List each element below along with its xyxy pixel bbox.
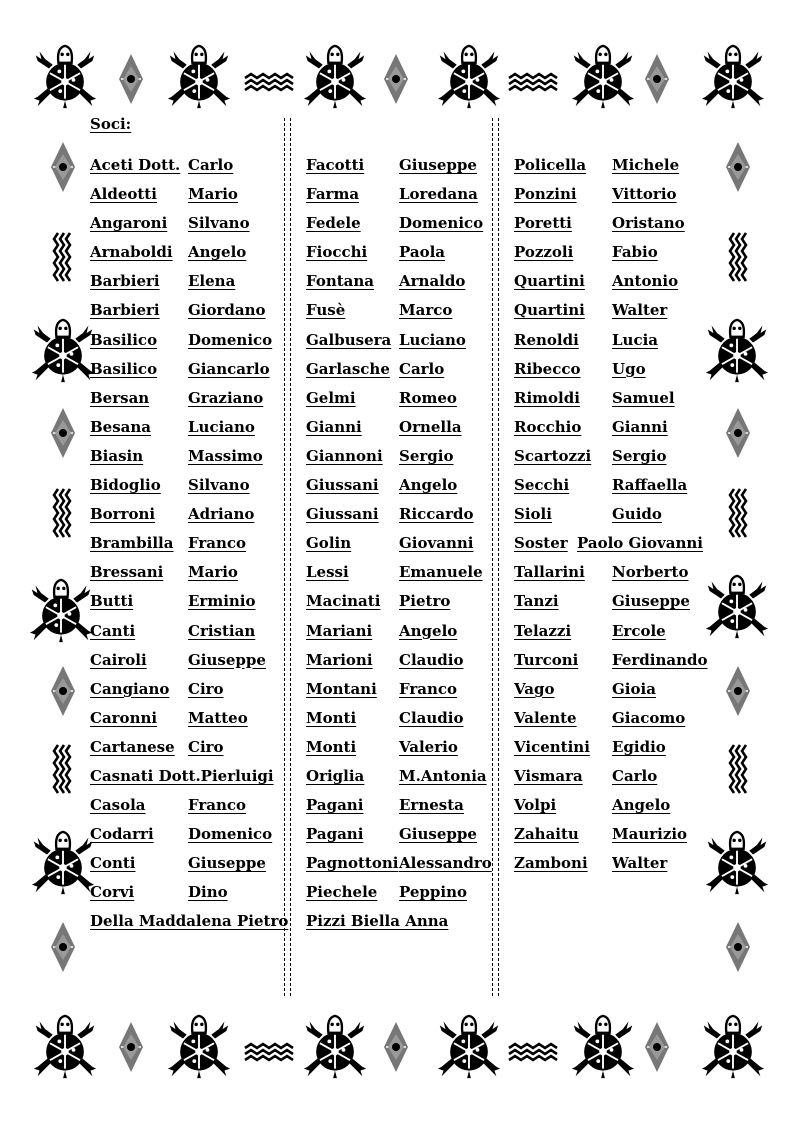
member-row bbox=[306, 267, 490, 296]
page-title: Soci: bbox=[90, 115, 132, 133]
member-surname: Giussani bbox=[306, 505, 379, 524]
diamond-eye-icon bbox=[726, 666, 750, 716]
member-first-name: Dino bbox=[188, 883, 228, 902]
member-surname: Giussani bbox=[306, 476, 379, 495]
turtle-icon bbox=[700, 44, 766, 110]
member-surname: Borroni bbox=[90, 505, 156, 524]
member-first-name: Franco bbox=[188, 534, 247, 553]
member-surname: Quartini bbox=[514, 301, 585, 320]
turtle-icon bbox=[700, 1014, 766, 1080]
turtle-icon bbox=[704, 574, 770, 640]
member-surname: Turconi bbox=[514, 650, 579, 669]
member-row bbox=[306, 558, 490, 587]
turtle-icon bbox=[28, 578, 94, 644]
member-first-name: Romeo bbox=[399, 388, 457, 407]
member-surname: Casola bbox=[90, 796, 146, 815]
member-row bbox=[90, 646, 282, 675]
member-row bbox=[514, 355, 704, 384]
member-row bbox=[306, 675, 490, 704]
member-first-name: Ciro bbox=[188, 679, 224, 698]
member-row bbox=[306, 587, 490, 616]
member-surname: Butti bbox=[90, 592, 134, 611]
member-row bbox=[306, 296, 490, 325]
column-divider bbox=[284, 118, 291, 996]
member-first-name: Egidio bbox=[612, 737, 666, 756]
member-first-name: Sergio bbox=[612, 446, 667, 465]
member-surname: Fedele bbox=[306, 214, 361, 233]
member-first-name: Giuseppe bbox=[188, 854, 266, 873]
member-row bbox=[90, 471, 282, 500]
member-row bbox=[514, 296, 704, 325]
member-first-name: Peppino bbox=[399, 883, 468, 902]
member-surname: Cartanese bbox=[90, 737, 175, 756]
member-surname: Farma bbox=[306, 185, 360, 204]
member-surname: Renoldi bbox=[514, 330, 579, 349]
member-first-name: Angelo bbox=[188, 243, 247, 262]
member-first-name: Loredana bbox=[399, 185, 478, 204]
member-surname: Lessi bbox=[306, 563, 349, 582]
diamond-eye-icon bbox=[51, 666, 75, 716]
member-row bbox=[90, 704, 282, 733]
member-surname: Basilico bbox=[90, 330, 158, 349]
member-first-name: Ciro bbox=[188, 737, 224, 756]
turtle-icon bbox=[570, 1014, 636, 1080]
member-first-name: Giovanni bbox=[399, 534, 474, 553]
member-first-name: Claudio bbox=[399, 650, 464, 669]
member-first-name: Angelo bbox=[399, 476, 458, 495]
member-first-name: Marco bbox=[399, 301, 453, 320]
member-row bbox=[514, 326, 704, 355]
member-row bbox=[306, 413, 490, 442]
member-row bbox=[306, 471, 490, 500]
member-surname: Arnaboldi bbox=[90, 243, 173, 262]
member-first-name: Cristian bbox=[188, 621, 256, 640]
member-first-name: Angelo bbox=[399, 621, 458, 640]
member-row bbox=[90, 413, 282, 442]
member-surname: Barbieri bbox=[90, 272, 160, 291]
member-first-name: Silvano bbox=[188, 214, 250, 233]
member-first-name: Paola bbox=[399, 243, 446, 262]
zigzag-wave-icon bbox=[508, 72, 560, 92]
member-surname: Cairoli bbox=[90, 650, 147, 669]
member-row bbox=[90, 384, 282, 413]
member-surname: Monti bbox=[306, 737, 357, 756]
members-column-2 bbox=[306, 151, 490, 937]
member-first-name: Valerio bbox=[399, 737, 458, 756]
member-row bbox=[306, 762, 490, 791]
turtle-icon bbox=[704, 318, 770, 384]
turtle-icon bbox=[32, 44, 98, 110]
member-first-name: Oristano bbox=[612, 214, 685, 233]
member-surname: Biasin bbox=[90, 446, 144, 465]
member-row bbox=[514, 151, 704, 180]
member-first-name: Giancarlo bbox=[188, 359, 270, 378]
member-surname: Sioli bbox=[514, 505, 552, 524]
member-first-name: Matteo bbox=[188, 708, 248, 727]
member-surname: Pozzoli bbox=[514, 243, 574, 262]
member-surname: Policella bbox=[514, 156, 587, 174]
turtle-icon bbox=[30, 830, 96, 896]
member-surname: Golin bbox=[306, 534, 352, 553]
turtle-icon bbox=[436, 44, 502, 110]
member-surname: Facotti bbox=[306, 156, 365, 174]
member-first-name: Giuseppe bbox=[399, 825, 477, 844]
member-row bbox=[90, 820, 282, 849]
member-row bbox=[306, 529, 490, 558]
member-first-name: Domenico bbox=[188, 330, 273, 349]
member-first-name: Giuseppe bbox=[612, 592, 690, 611]
zigzag-wave-icon bbox=[728, 744, 748, 796]
diamond-eye-icon bbox=[726, 142, 750, 192]
member-first-name: Walter bbox=[612, 301, 668, 320]
member-surname: Origlia bbox=[306, 766, 365, 785]
member-surname: Mariani bbox=[306, 621, 373, 640]
member-row bbox=[90, 326, 282, 355]
member-surname: Scartozzi bbox=[514, 446, 592, 465]
member-first-name: Ugo bbox=[612, 359, 646, 378]
member-surname: Volpi bbox=[514, 796, 557, 815]
member-first-name: Sergio bbox=[399, 446, 454, 465]
member-surname: Poretti bbox=[514, 214, 572, 233]
member-surname: Bressani bbox=[90, 563, 164, 582]
member-row bbox=[306, 326, 490, 355]
member-first-name: Ornella bbox=[399, 417, 462, 436]
member-surname: Monti bbox=[306, 708, 357, 727]
member-surname: Quartini bbox=[514, 272, 585, 291]
diamond-eye-icon bbox=[384, 1022, 408, 1072]
member-row bbox=[306, 209, 490, 238]
member-first-name: Mario bbox=[188, 185, 238, 204]
turtle-icon bbox=[570, 44, 636, 110]
member-first-name: Graziano bbox=[188, 388, 264, 407]
member-surname: Fusè bbox=[306, 301, 346, 320]
member-surname: Codarri bbox=[90, 825, 154, 844]
member-row bbox=[514, 384, 704, 413]
member-surname: Galbusera bbox=[306, 330, 392, 349]
member-row bbox=[514, 791, 704, 820]
member-surname: Giannoni bbox=[306, 446, 383, 465]
member-row bbox=[306, 907, 490, 936]
member-first-name: Carlo bbox=[399, 359, 445, 378]
member-row bbox=[514, 820, 704, 849]
member-first-name: Alessandro bbox=[399, 854, 492, 873]
zigzag-wave-icon bbox=[244, 72, 296, 92]
member-surname: Rocchio bbox=[514, 417, 582, 436]
member-surname: Piechele bbox=[306, 883, 378, 902]
member-surname: Besana bbox=[90, 417, 152, 436]
member-surname: Zahaitu bbox=[514, 825, 579, 844]
member-row bbox=[306, 791, 490, 820]
member-first-name: Luciano bbox=[188, 417, 255, 436]
member-first-name: Riccardo bbox=[399, 505, 474, 524]
member-row bbox=[90, 878, 282, 907]
member-row bbox=[90, 762, 282, 791]
diamond-eye-icon bbox=[119, 1022, 143, 1072]
member-surname: Fontana bbox=[306, 272, 375, 291]
member-row bbox=[306, 849, 490, 878]
member-first-name: Adriano bbox=[188, 505, 255, 524]
member-row bbox=[514, 704, 704, 733]
member-surname: Bersan bbox=[90, 388, 150, 407]
diamond-eye-icon bbox=[384, 54, 408, 104]
member-first-name: Giacomo bbox=[612, 708, 686, 727]
member-row bbox=[306, 180, 490, 209]
member-surname: Ribecco bbox=[514, 359, 581, 378]
member-row bbox=[514, 617, 704, 646]
member-row bbox=[514, 587, 704, 616]
member-surname: Valente bbox=[514, 708, 577, 727]
member-first-name: Franco bbox=[188, 796, 247, 815]
member-row bbox=[306, 733, 490, 762]
member-row bbox=[514, 646, 708, 675]
member-row bbox=[306, 355, 490, 384]
member-surname: Corvi bbox=[90, 883, 135, 902]
column-divider bbox=[492, 118, 499, 996]
member-first-name: Ercole bbox=[612, 621, 666, 640]
member-row bbox=[306, 151, 490, 180]
member-first-name: Mario bbox=[188, 563, 238, 582]
member-first-name: Walter bbox=[612, 854, 668, 873]
diamond-eye-icon bbox=[726, 408, 750, 458]
zigzag-wave-icon bbox=[52, 488, 72, 540]
diamond-eye-icon bbox=[645, 54, 669, 104]
member-first-name: Franco bbox=[399, 679, 458, 698]
member-surname: Basilico bbox=[90, 359, 158, 378]
member-surname: Macinati bbox=[306, 592, 381, 611]
member-first-name: Luciano bbox=[399, 330, 466, 349]
member-row bbox=[90, 500, 282, 529]
member-first-name: Antonio bbox=[612, 272, 679, 291]
member-first-name: Ferdinando bbox=[612, 650, 708, 669]
member-row bbox=[514, 238, 704, 267]
member-first-name: Erminio bbox=[188, 592, 256, 611]
members-column-1 bbox=[90, 151, 289, 937]
member-surname: Fiocchi bbox=[306, 243, 368, 262]
member-row bbox=[90, 791, 282, 820]
member-surname: Garlasche bbox=[306, 359, 390, 378]
diamond-eye-icon bbox=[645, 1022, 669, 1072]
member-row bbox=[90, 180, 282, 209]
member-surname: Marioni bbox=[306, 650, 373, 669]
member-row bbox=[90, 209, 282, 238]
member-row bbox=[514, 413, 704, 442]
turtle-icon bbox=[166, 44, 232, 110]
member-row bbox=[514, 675, 704, 704]
member-surname: Pagani bbox=[306, 825, 364, 844]
zigzag-wave-icon bbox=[728, 232, 748, 284]
zigzag-wave-icon bbox=[52, 744, 72, 796]
member-first-name: Angelo bbox=[612, 796, 671, 815]
member-row bbox=[306, 500, 490, 529]
member-surname: Della Maddalena Pietro bbox=[90, 912, 289, 931]
zigzag-wave-icon bbox=[244, 1042, 296, 1062]
member-first-name: Raffaella bbox=[612, 476, 688, 495]
diamond-eye-icon bbox=[51, 142, 75, 192]
member-first-name: Pietro bbox=[399, 592, 451, 611]
member-row bbox=[90, 558, 282, 587]
member-surname: Tallarini bbox=[514, 563, 585, 582]
member-row bbox=[90, 529, 282, 558]
member-row bbox=[90, 442, 282, 471]
member-first-name: Norberto bbox=[612, 563, 689, 582]
turtle-icon bbox=[32, 1014, 98, 1080]
member-surname: Angaroni bbox=[90, 214, 168, 233]
member-first-name: Fabio bbox=[612, 243, 658, 262]
member-row bbox=[90, 907, 289, 936]
member-row bbox=[90, 733, 282, 762]
member-surname: Vago bbox=[514, 679, 555, 698]
member-row bbox=[306, 878, 490, 907]
member-first-name: Maurizio bbox=[612, 825, 688, 844]
zigzag-wave-icon bbox=[508, 1042, 560, 1062]
member-row bbox=[514, 849, 704, 878]
member-first-name: Samuel bbox=[612, 388, 675, 407]
member-row bbox=[306, 384, 490, 413]
diamond-eye-icon bbox=[51, 408, 75, 458]
member-row bbox=[90, 675, 282, 704]
member-first-name: Giuseppe bbox=[399, 156, 477, 174]
member-surname: Conti bbox=[90, 854, 136, 873]
turtle-icon bbox=[302, 1014, 368, 1080]
member-row bbox=[514, 762, 704, 791]
member-first-name: Ernesta bbox=[399, 796, 464, 815]
member-surname: Brambilla bbox=[90, 534, 174, 553]
member-row bbox=[306, 442, 490, 471]
member-first-name: Domenico bbox=[399, 214, 484, 233]
members-column-3 bbox=[514, 151, 708, 878]
member-first-name: Carlo bbox=[188, 156, 234, 174]
member-first-name: Silvano bbox=[188, 476, 250, 495]
zigzag-wave-icon bbox=[52, 232, 72, 284]
member-first-name: Gianni bbox=[612, 417, 668, 436]
member-surname: Soster bbox=[514, 534, 568, 553]
member-first-name: Gioia bbox=[612, 679, 656, 698]
diamond-eye-icon bbox=[119, 54, 143, 104]
member-first-name: Giordano bbox=[188, 301, 266, 320]
member-surname: Telazzi bbox=[514, 621, 572, 640]
member-first-name: Guido bbox=[612, 505, 662, 524]
member-row bbox=[514, 500, 704, 529]
member-row bbox=[514, 209, 704, 238]
member-row bbox=[514, 558, 704, 587]
member-row bbox=[514, 267, 704, 296]
member-first-name: Vittorio bbox=[612, 185, 677, 204]
member-surname: Caronni bbox=[90, 708, 158, 727]
member-row bbox=[514, 180, 704, 209]
member-surname: Gelmi bbox=[306, 388, 356, 407]
member-surname: Barbieri bbox=[90, 301, 160, 320]
member-row bbox=[90, 296, 282, 325]
member-surname: Vicentini bbox=[514, 737, 590, 756]
member-row bbox=[90, 587, 282, 616]
member-first-name: Emanuele bbox=[399, 563, 483, 582]
member-first-name: Claudio bbox=[399, 708, 464, 727]
member-row bbox=[306, 646, 490, 675]
member-first-name: M.Antonia bbox=[399, 766, 487, 785]
member-first-name: Elena bbox=[188, 272, 236, 291]
member-surname: Aldeotti bbox=[90, 185, 157, 204]
member-surname: Pagnottoni bbox=[306, 854, 399, 873]
member-first-name: Arnaldo bbox=[399, 272, 466, 291]
member-first-name: Michele bbox=[612, 156, 680, 174]
member-row bbox=[306, 704, 490, 733]
member-row bbox=[514, 471, 704, 500]
member-row bbox=[306, 820, 490, 849]
member-row bbox=[306, 617, 490, 646]
zigzag-wave-icon bbox=[728, 488, 748, 540]
turtle-icon bbox=[436, 1014, 502, 1080]
member-surname: Zamboni bbox=[514, 854, 588, 873]
member-surname: Pizzi Biella Anna bbox=[306, 912, 449, 931]
member-row bbox=[90, 617, 282, 646]
member-surname: Ponzini bbox=[514, 185, 577, 204]
turtle-icon bbox=[302, 44, 368, 110]
member-row bbox=[90, 238, 282, 267]
member-surname: Gianni bbox=[306, 417, 362, 436]
member-row bbox=[90, 355, 282, 384]
member-surname: Cangiano bbox=[90, 679, 170, 698]
diamond-eye-icon bbox=[726, 922, 750, 972]
member-surname: Aceti Dott. bbox=[90, 156, 181, 174]
turtle-icon bbox=[166, 1014, 232, 1080]
member-surname: Rimoldi bbox=[514, 388, 580, 407]
member-row bbox=[306, 238, 490, 267]
member-surname: Vismara bbox=[514, 766, 583, 785]
turtle-icon bbox=[704, 830, 770, 896]
member-row bbox=[514, 442, 704, 471]
member-surname: Casnati Dott.Pierluigi bbox=[90, 766, 274, 785]
member-row bbox=[90, 849, 282, 878]
turtle-icon bbox=[30, 318, 96, 384]
member-surname: Bidoglio bbox=[90, 476, 161, 495]
member-surname: Montani bbox=[306, 679, 377, 698]
member-first-name: Giuseppe bbox=[188, 650, 266, 669]
member-first-name: Carlo bbox=[612, 766, 658, 785]
member-first-name: Massimo bbox=[188, 446, 263, 465]
member-row bbox=[514, 733, 704, 762]
member-surname: Secchi bbox=[514, 476, 570, 495]
member-first-name: Lucia bbox=[612, 330, 659, 349]
member-row bbox=[90, 151, 282, 180]
member-row bbox=[90, 267, 282, 296]
diamond-eye-icon bbox=[51, 922, 75, 972]
member-row bbox=[514, 529, 704, 558]
member-first-name: Paolo Giovanni bbox=[577, 534, 703, 553]
member-first-name: Domenico bbox=[188, 825, 273, 844]
member-surname: Canti bbox=[90, 621, 136, 640]
member-surname: Tanzi bbox=[514, 592, 559, 611]
member-surname: Pagani bbox=[306, 796, 364, 815]
